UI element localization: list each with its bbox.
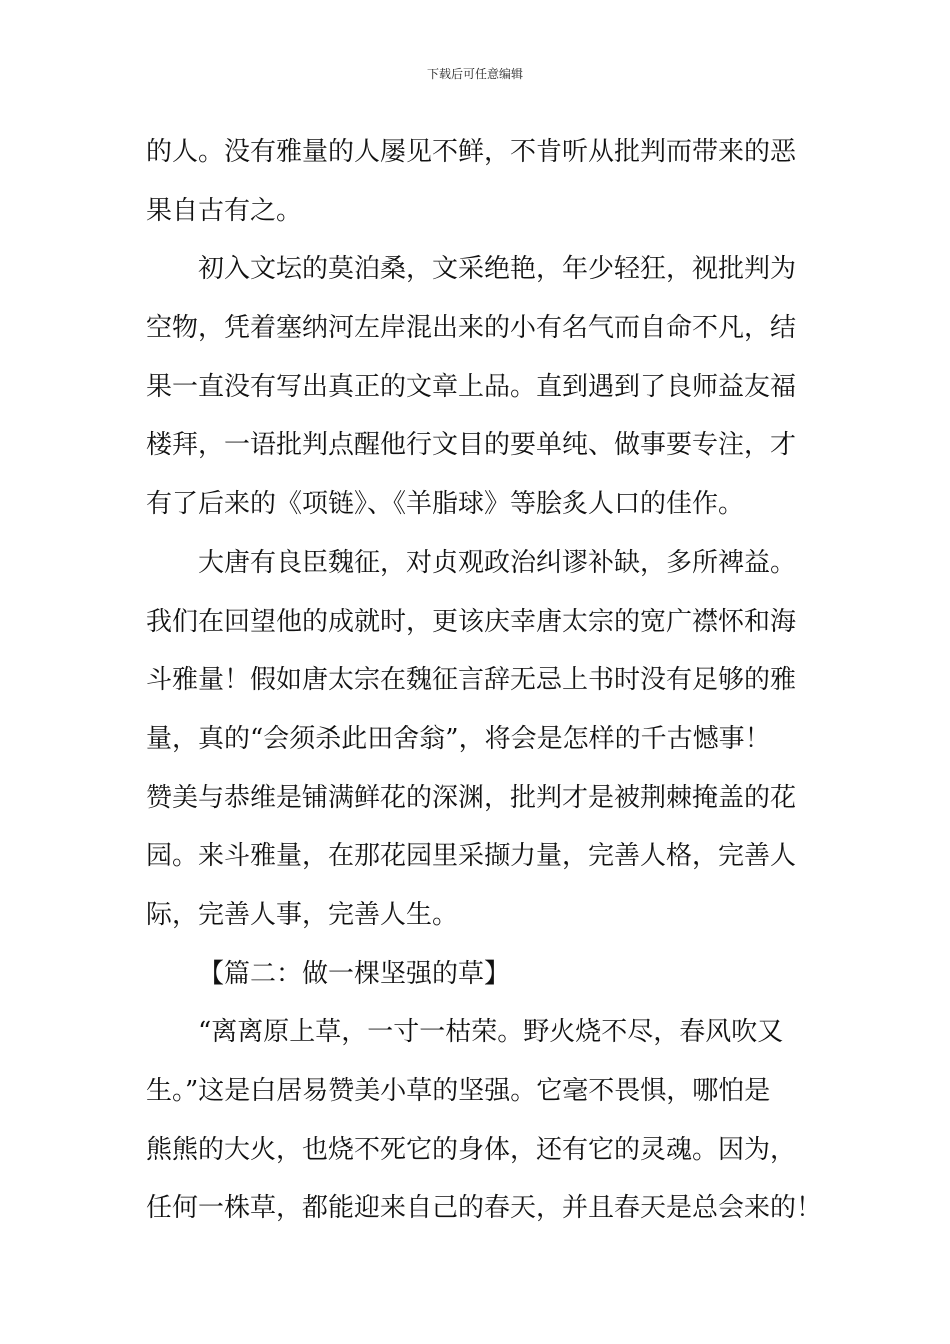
page-header: 下载后可任意编辑 [426,67,523,81]
text-line: 熊熊的大火，也烧不死它的身体，还有它的灵魂。因为， [146,1134,797,1165]
text-line: 初入文坛的莫泊桑，文采绝艳，年少轻狂，视批判为 [198,254,797,285]
text-line: 有了后来的《项链》、《羊脂球》等脍炙人口的佳作。 [146,489,745,520]
text-line: “离离原上草，一寸一枯荣。野火烧不尽，春风吹又 [198,1017,784,1048]
text-line: 楼拜，一语批判点醒他行文目的要单纯、做事要专注，才 [146,430,797,461]
document-body [146,128,823,1243]
text-line: 果自古有之。 [146,195,303,226]
section-heading: 【篇二：做一棵坚强的草】 [198,958,511,989]
text-line: 我们在回望他的成就时，更该庆幸唐太宗的宽广襟怀和海 [146,606,797,637]
text-line: 果一直没有写出真正的文章上品。直到遇到了良师益友福 [146,371,797,402]
text-line: 园。来斗雅量，在那花园里采撷力量，完善人格，完善人 [146,841,797,872]
text-line: 际，完善人事，完善人生。 [146,899,459,930]
text-line: 任何一株草，都能迎来自己的春天，并且春天是总会来的！ [146,1193,823,1224]
text-line: 赞美与恭维是铺满鲜花的深渊，批判才是被荆棘掩盖的花 [146,782,797,813]
text-line: 量，真的“会须杀此田舍翁”，将会是怎样的千古憾事！ [146,723,771,754]
text-line: 生。”这是白居易赞美小草的坚强。它毫不畏惧，哪怕是 [146,1076,771,1106]
text-line: 的人。没有雅量的人屡见不鲜，不肯听从批判而带来的恶 [146,137,797,167]
text-line: 大唐有良臣魏征，对贞观政治纠谬补缺，多所裨益。 [198,547,797,578]
text-line: 空物，凭着塞纳河左岸混出来的小有名气而自命不凡，结 [146,313,797,344]
text-line: 斗雅量！假如唐太宗在魏征言辞无忌上书时没有足够的雅 [146,665,797,696]
